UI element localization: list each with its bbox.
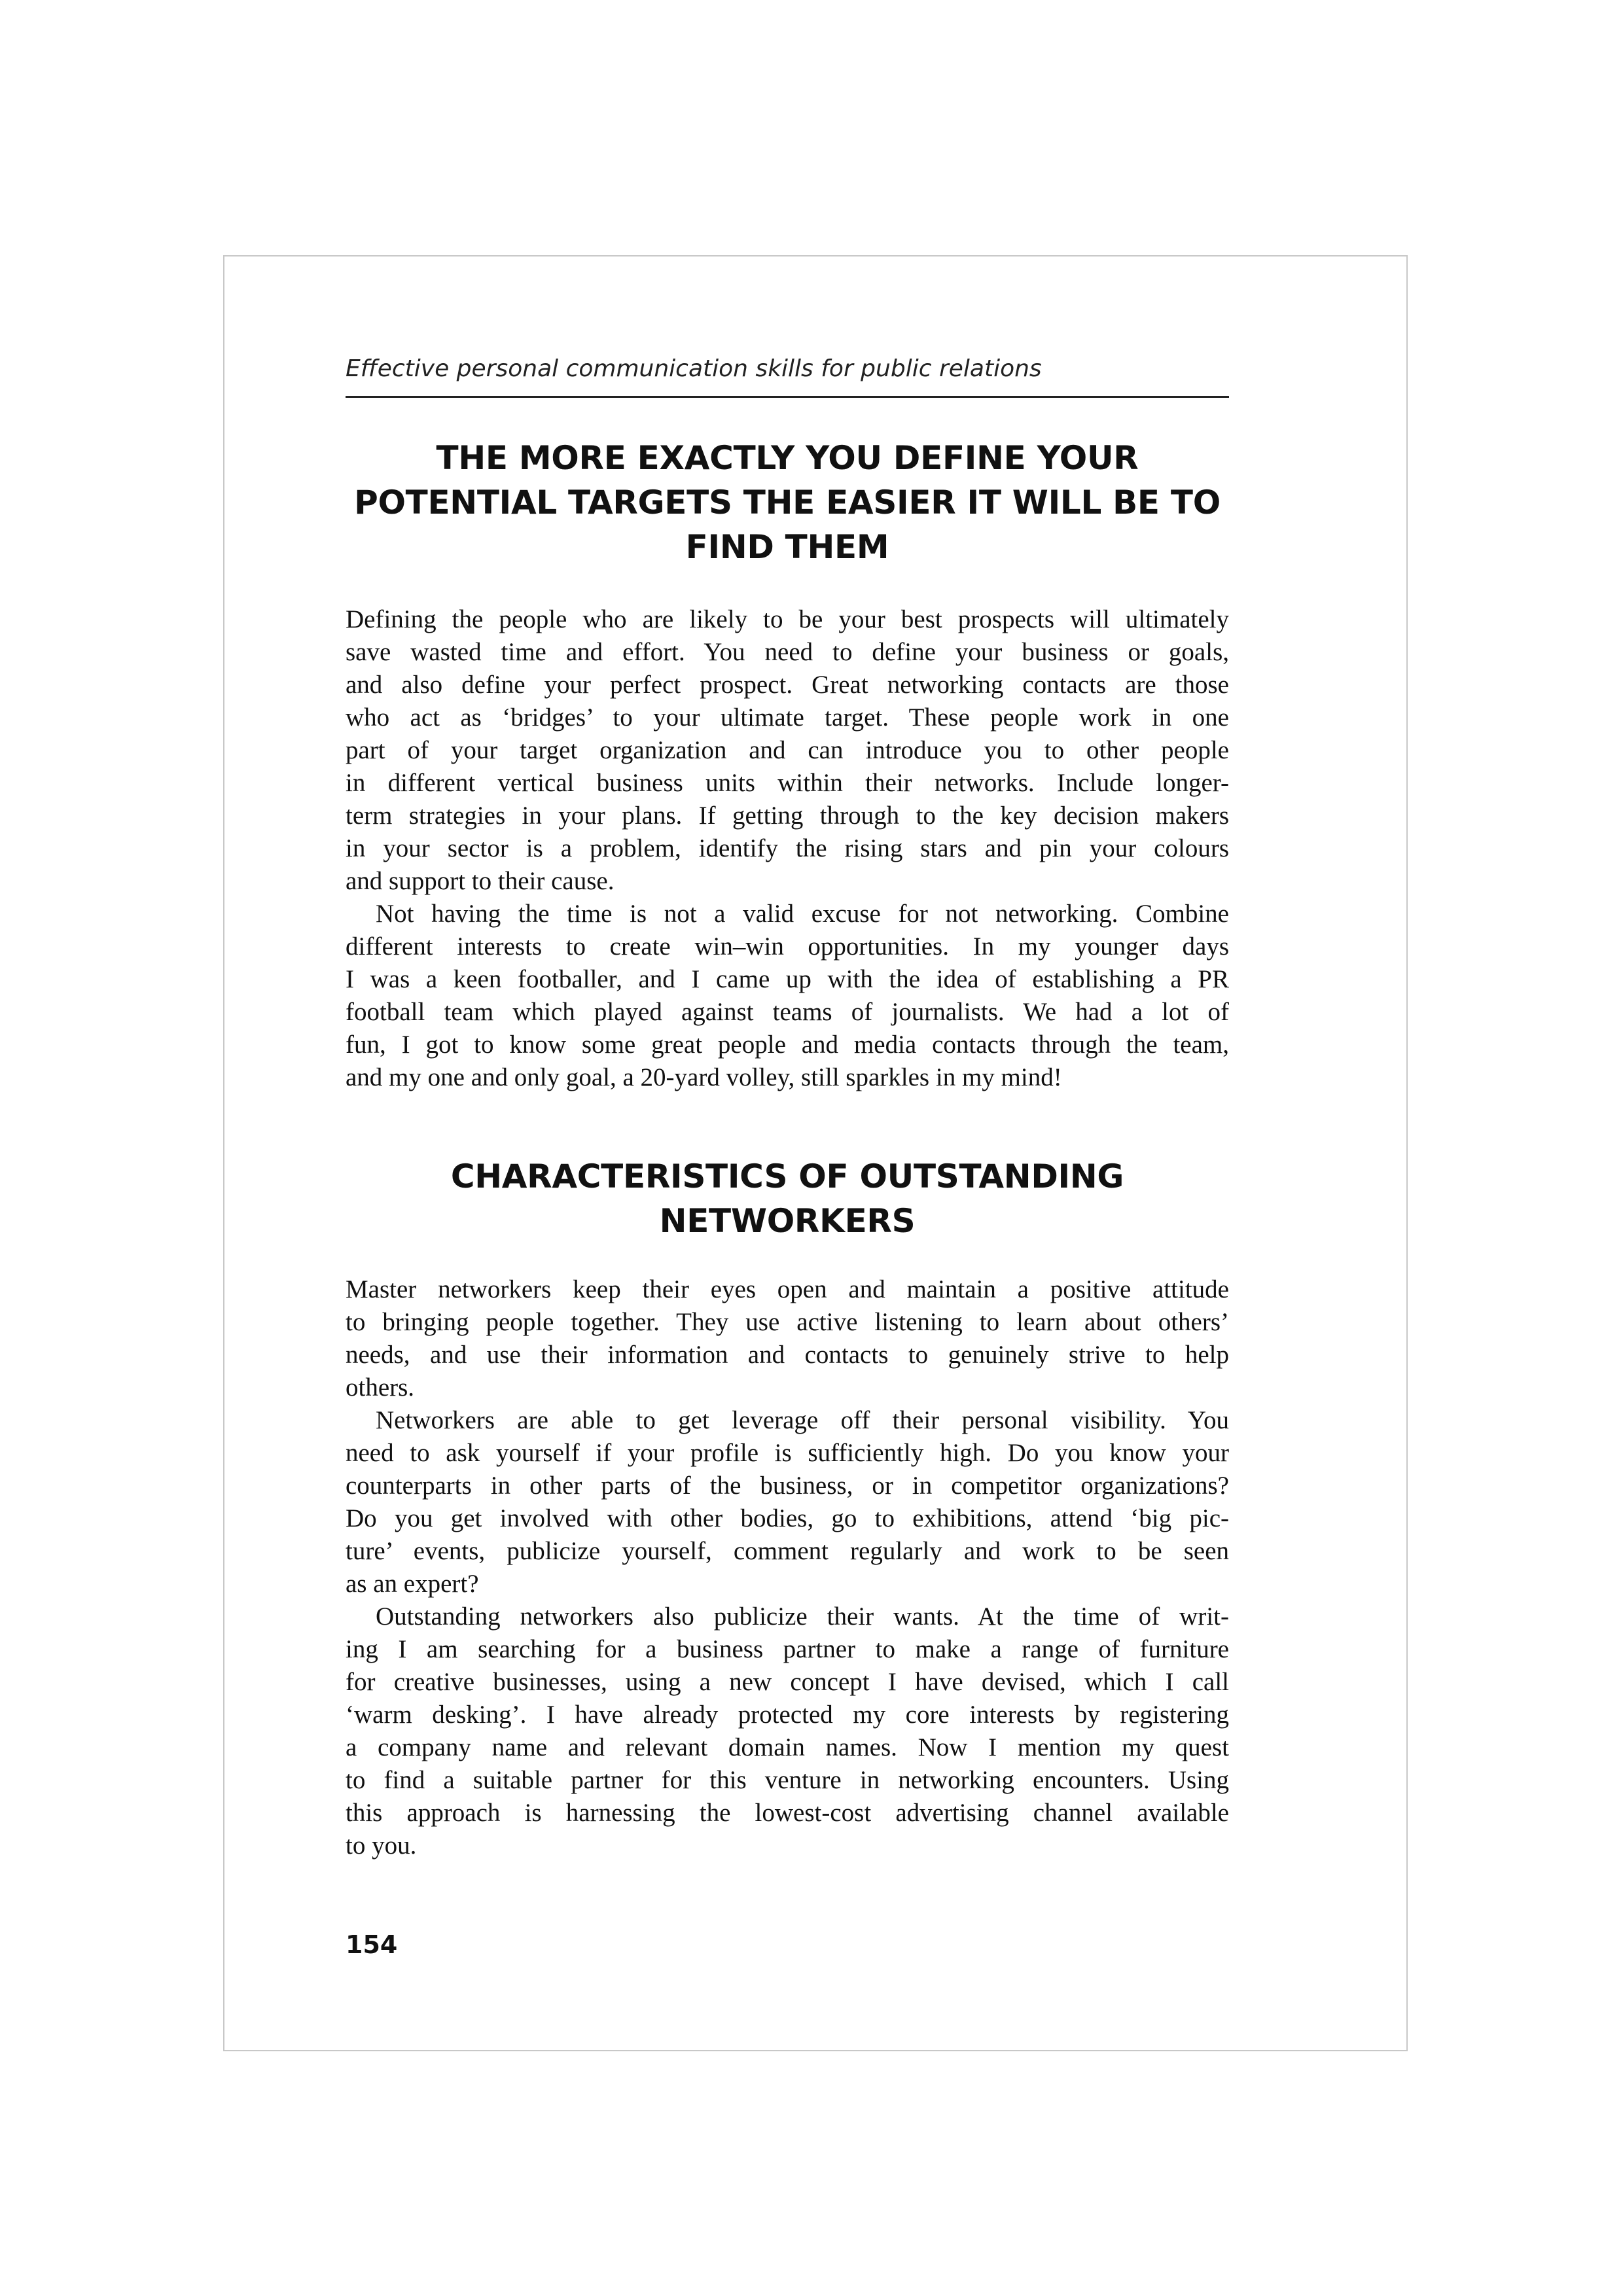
- section-heading-networkers: [346, 1154, 1229, 1243]
- text-line: fun, I got to know some great people and media contacts through the team,: [346, 1031, 1229, 1059]
- text-line: Defining the people who are likely to be your best prospects will ultimately: [346, 605, 1229, 633]
- running-header: [346, 353, 1229, 398]
- text-line: ture’ events, publicize yourself, comment regularly and work to be seen: [346, 1537, 1229, 1565]
- text-line: to bringing people together. They use active listening to learn about others’: [346, 1308, 1229, 1336]
- text-line: part of your target organization and can introduce you to other people: [346, 736, 1229, 764]
- heading-line: CHARACTERISTICS OF OUTSTANDING: [450, 1157, 1124, 1195]
- text-line: for creative businesses, using a new concept I have devised, which I call: [346, 1668, 1229, 1696]
- section-body-networkers: [346, 1273, 1229, 1862]
- text-line: Networkers are able to get leverage off their personal visibility. You: [376, 1406, 1229, 1434]
- text-line: to you.: [346, 1831, 417, 1860]
- heading-line: NETWORKERS: [659, 1202, 916, 1240]
- text-line: Outstanding networkers also publicize their wants. At the time of writ-: [376, 1602, 1229, 1631]
- text-line: term strategies in your plans. If getting through to the key decision makers: [346, 802, 1229, 830]
- section-heading-targets: [346, 436, 1229, 569]
- page-content: [346, 432, 1229, 1862]
- text-line: and support to their cause.: [346, 867, 615, 895]
- text-line: ‘warm desking’. I have already protected my core interests by registering: [346, 1701, 1229, 1729]
- paragraph: [346, 1273, 1229, 1404]
- text-line: ing I am searching for a business partner to make a range of furniture: [346, 1635, 1229, 1663]
- text-line: I was a keen footballer, and I came up with the idea of establishing a PR: [346, 965, 1229, 993]
- text-line: football team which played against teams of journalists. We had a lot of: [346, 998, 1229, 1026]
- text-line: need to ask yourself if your profile is sufficiently high. Do you know your: [346, 1439, 1229, 1467]
- text-line: as an expert?: [346, 1570, 479, 1598]
- paragraph: [346, 1600, 1229, 1862]
- paragraph: [346, 898, 1229, 1094]
- text-line: save wasted time and effort. You need to define your business or goals,: [346, 638, 1229, 666]
- text-line: a company name and relevant domain names. Now I mention my quest: [346, 1733, 1229, 1761]
- paragraph: [346, 603, 1229, 898]
- text-line: to find a suitable partner for this venture in networking encounters. Using: [346, 1766, 1229, 1794]
- text-line: others.: [346, 1373, 415, 1402]
- section-body-targets: [346, 603, 1229, 1094]
- paragraph: [346, 1404, 1229, 1600]
- heading-line: THE MORE EXACTLY YOU DEFINE YOUR: [436, 439, 1139, 477]
- text-line: different interests to create win–win opportunities. In my younger days: [346, 932, 1229, 961]
- heading-line: POTENTIAL TARGETS THE EASIER IT WILL BE TO: [354, 484, 1221, 521]
- text-line: and my one and only goal, a 20-yard volley, still sparkles in my mind!: [346, 1063, 1062, 1091]
- text-line: in different vertical business units within their networks. Include longer-: [346, 769, 1229, 797]
- text-line: Not having the time is not a valid excuse for not networking. Combine: [376, 900, 1229, 928]
- text-line: Do you get involved with other bodies, go to exhibitions, attend ‘big pic-: [346, 1504, 1229, 1532]
- text-line: this approach is harnessing the lowest-cost advertising channel available: [346, 1799, 1229, 1827]
- text-line: Master networkers keep their eyes open and maintain a positive attitude: [346, 1275, 1229, 1303]
- text-line: counterparts in other parts of the business, or in competitor organizations?: [346, 1472, 1229, 1500]
- text-line: and also define your perfect prospect. Great networking contacts are those: [346, 671, 1229, 699]
- running-header-text: Effective personal communication skills for public relations: [346, 355, 1042, 382]
- heading-line: FIND THEM: [685, 528, 889, 566]
- text-line: in your sector is a problem, identify the rising stars and pin your colours: [346, 834, 1229, 862]
- text-line: who act as ‘bridges’ to your ultimate target. These people work in one: [346, 703, 1229, 732]
- text-line: needs, and use their information and contacts to genuinely strive to help: [346, 1341, 1229, 1369]
- page-number: 154: [346, 1930, 398, 1959]
